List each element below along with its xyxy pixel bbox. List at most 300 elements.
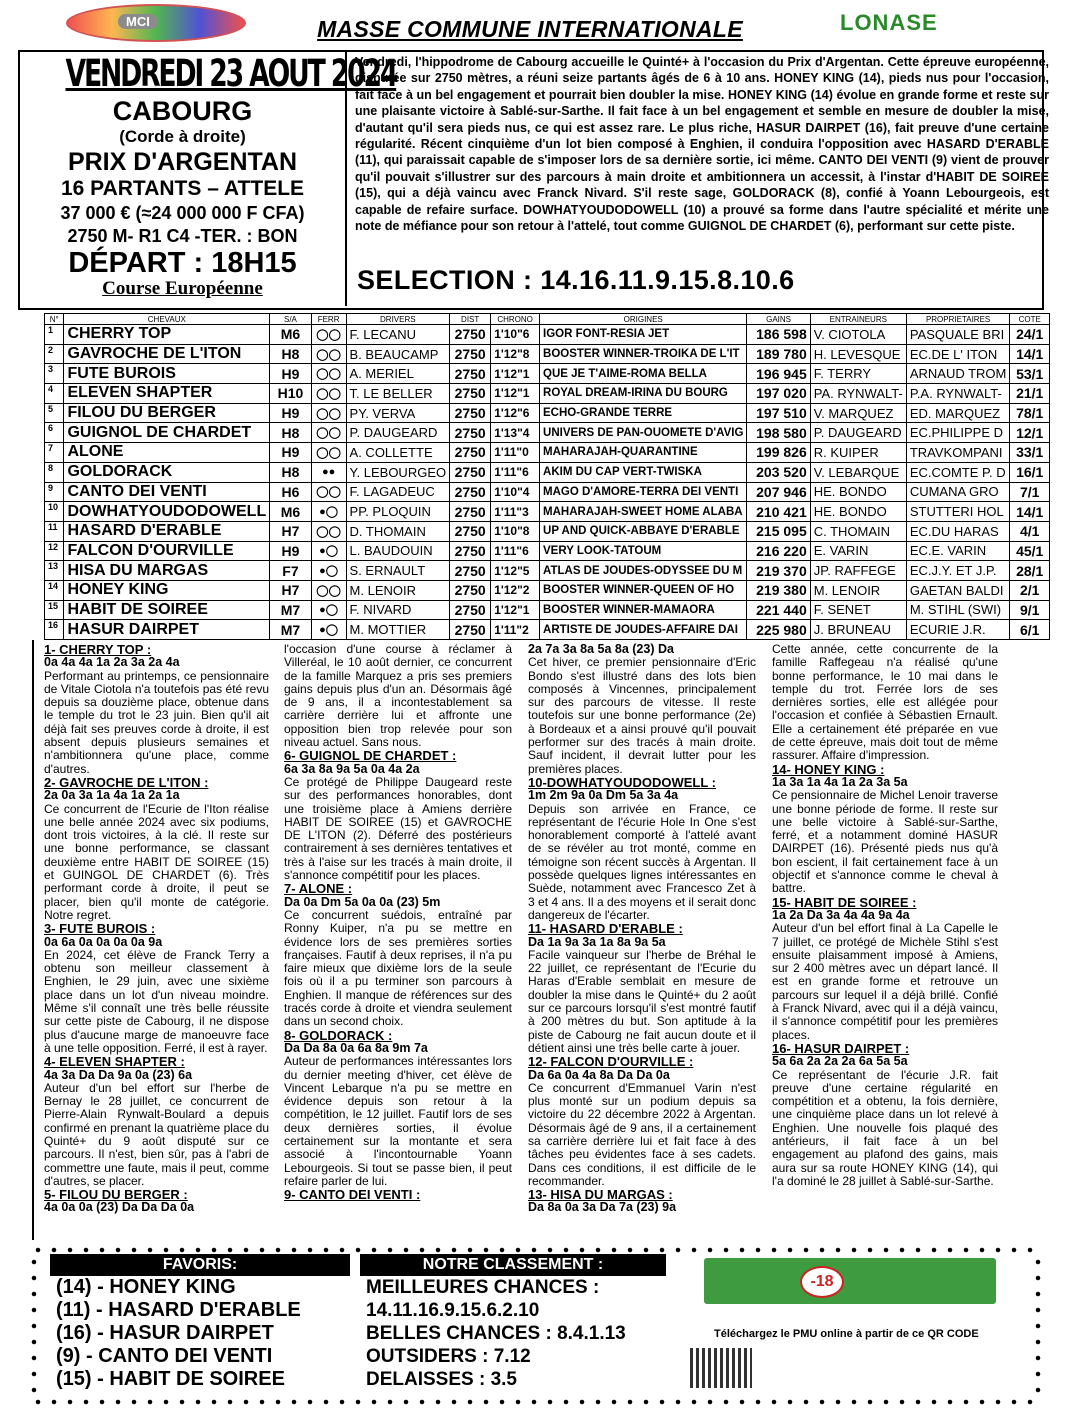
cell-sex-age: H6 — [270, 482, 311, 502]
cell-distance: 2750 — [450, 521, 491, 541]
cell-sex-age: H9 — [270, 364, 311, 384]
horse-form: 1m 2m 9a 0a Dm 5a 3a 4a — [528, 788, 679, 803]
cell-distance: 2750 — [450, 580, 491, 600]
cell-horse: ELEVEN SHAPTER — [64, 384, 270, 404]
cell-horse: CANTO DEI VENTI — [64, 482, 270, 502]
cell-driver: F. NIVARD — [346, 600, 450, 620]
cell-distance: 2750 — [450, 482, 491, 502]
left-rule — [32, 640, 34, 1240]
cell-owner: EC.E. VARIN — [906, 541, 1010, 561]
table-row — [45, 325, 1050, 345]
cell-trainer: HE. BONDO — [810, 502, 906, 522]
horse-comment: Auteur d'un bel effort final à La Capelle le 7 juillet, ce protégé de Michèle Stihl s'est ensuite plaisamment imposé à Amiens, sur 2 400 mètres avec un départ lancé. Il est en grande forme et retrouve un parcours sur lequel il a déjà brillé. Confié à Franck Nivard, avec qui il a déjà vaincu, il s'annonce compétitif pour les premières places. — [772, 921, 998, 1042]
cell-sex-age: M6 — [270, 502, 311, 522]
cell-origins: ARTISTE DE JOUDES-AFFAIRE DAI — [540, 620, 747, 640]
cell-earnings: 215 095 — [747, 521, 810, 541]
cell-owner: CUMANA GRO — [906, 482, 1010, 502]
horse-comment: Ce protégé de Philippe Daugeard reste sur des performances honorables, dont une troisième place à Amiens derrière HABIT DE SOIREE (15) et GAVROCHE DE L'ITON (2). Déferré des postérieurs contrairement à ses dernières tentatives et très à l'aise sur les tracés à main droite, il s'annonce compétitif pour les places. — [284, 774, 512, 883]
cell-earnings: 210 421 — [747, 502, 810, 522]
qr-code-icon[interactable] — [690, 1348, 752, 1388]
intro-text: Vendredi, l'hippodrome de Cabourg accueille le Quinté+ à l'occasion du Prix d'Argentan. Cette épreuve européenne, disputée sur 2750 mètres, a réuni seize partants âgés de 6 à 10 ans. HONEY KING (14), pieds nus pour l'occasion, fait face à un bel engagement et pourrait bien doubler la mise. HONEY KING (14) évolue en grande forme et reste sur une plaisante victoire à Sablé-sur-Sarthe. Il fait face à un bel engagement et semble en mesure de doubler la mise, d'autant qu'il sera pieds nus, ce qui est assez rare. Le plus riche, HASUR DAIRPET (16), fait preuve d'une certaine régularité. Récent cinquième d'un lot bien composé à Enghien, il conduira l'opposition avec HASARD D'ERABLE (11), qui paraissait capable de s'imposer lors de sa dernière sortie, ici même. CANTO DEI VENTI (9) vient de prouver qu'il pouvait s'illustrer sur des parcours à main droite et ambitionnera un accessit, à l'instar d'HABIT DE SOIREE (15), qui a déjà vaincu avec Franck Nivard. S'il reste sage, GOLDORACK (8), confié à Yoann Lebourgeois, est capable de refaire surface. DOWHATYOUDODOWELL (10) a prouvé sa forme dans l'autre spécialité et mérite une note de méfiance pour son retour à l'attelé, tout comme GUIGNOL DE CHARDET (6), performant sur cette piste. — [355, 55, 1049, 234]
comment-column-1 — [44, 643, 269, 1215]
horse-heading: 15- HABIT DE SOIREE : — [772, 894, 917, 910]
cell-driver: P. DAUGEARD — [346, 423, 450, 443]
cell-number: 6 — [45, 423, 64, 443]
horse-comment: Performant au printemps, ce pensionnaire de Vitale Ciotola n'a toutefois pas été revu depuis sa douzième place, obtenue dans le temple du trot le 23 juin. Bien qu'il ait déjà fait ses preuves corde à droite, il est absent depuis plusieurs semaines et n'ambitionnera qu'une place, comme d'autres. — [44, 668, 269, 776]
cell-trainer: M. LENOIR — [810, 580, 906, 600]
header-origins: ORIGINES — [540, 314, 747, 325]
cell-earnings: 189 780 — [747, 344, 810, 364]
cell-origins: MAGO D'AMORE-TERRA DEI VENTI — [540, 482, 747, 502]
cell-distance: 2750 — [450, 561, 491, 581]
horse-heading: 7- ALONE : — [284, 881, 353, 897]
cell-horse: DOWHATYOUDODOWELL — [64, 502, 270, 522]
horse-heading: 16- HASUR DAIRPET : — [772, 1040, 910, 1056]
cell-owner: ED. MARQUEZ — [906, 403, 1010, 423]
race-venue: CABOURG — [112, 96, 253, 126]
horse-heading: 9- CANTO DEI VENTI : — [284, 1187, 421, 1203]
cell-trainer: R. KUIPER — [810, 443, 906, 463]
cell-number: 3 — [45, 364, 64, 384]
cell-shoeing: ●◯ — [311, 502, 346, 522]
cell-chrono: 1'12"1 — [491, 600, 540, 620]
horse-comment: Facile vainqueur sur l'herbe de Bréhal le 22 juillet, ce représentant de l'Ecurie du Haras d'Erable semblait en mesure de doubler la mise dans le Quinté+ du 2 août sur ce parcours lorsqu'il s'est montré fautif à 200 mètres du but. Son aptitude à la piste de Cabourg ne fait aucun doute et il détient ainsi une très belle carte à jouer. — [528, 947, 756, 1055]
horse-form: 0a 4a 4a 1a 2a 3a 2a 4a — [44, 655, 180, 670]
cell-number: 15 — [45, 600, 64, 620]
header-driver: DRIVERS — [346, 314, 450, 325]
horse-heading: 1- CHERRY TOP : — [44, 642, 152, 657]
horse-form: 1a 3a 1a 4a 1a 2a 3a 5a — [772, 774, 908, 789]
meilleures-values: 14.11.16.9.15.6.2.10 — [366, 1300, 540, 1321]
table-row — [45, 561, 1050, 581]
cell-sex-age: H9 — [270, 443, 311, 463]
horse-form: 4a 0a 0a (23) Da Da Da 0a — [44, 1200, 195, 1215]
cell-number: 10 — [45, 502, 64, 522]
table-row — [45, 384, 1050, 404]
cell-shoeing: ◯◯ — [311, 364, 346, 384]
horse-heading: 8- GOLDORACK : — [284, 1027, 393, 1043]
cell-earnings: 197 510 — [747, 403, 810, 423]
race-prize: 37 000 € (≈24 000 000 F CFA) — [60, 203, 305, 223]
cell-earnings: 207 946 — [747, 482, 810, 502]
horse-form: 5a 6a 2a 2a 2a 6a 5a 5a — [772, 1054, 908, 1069]
cell-owner: P.A. RYNWALT- — [906, 384, 1010, 404]
cell-owner: M. STIHL (SWI) — [906, 600, 1010, 620]
cell-sex-age: H9 — [270, 403, 311, 423]
cell-shoeing: ◯◯ — [311, 344, 346, 364]
horse-form: Da Da 8a 0a 6a 8a 9m 7a — [284, 1040, 428, 1055]
cell-driver: B. BEAUCAMP — [346, 344, 450, 364]
cell-driver: F. LECANU — [346, 325, 450, 345]
cell-sex-age: F7 — [270, 561, 311, 581]
cell-horse: HISA DU MARGAS — [64, 561, 270, 581]
cell-owner: ECURIE J.R. — [906, 620, 1010, 640]
cell-shoeing: ●● — [311, 462, 346, 482]
cell-odds: 14/1 — [1010, 502, 1050, 522]
cell-horse: GOLDORACK — [64, 462, 270, 482]
cell-sex-age: H8 — [270, 344, 311, 364]
favori-item: (14) - HONEY KING — [56, 1276, 236, 1298]
cell-trainer: H. LEVESQUE — [810, 344, 906, 364]
cell-horse: GUIGNOL DE CHARDET — [64, 423, 270, 443]
cell-shoeing: ●◯ — [311, 600, 346, 620]
cell-trainer: P. DAUGEARD — [810, 423, 906, 443]
horse-comment: Cette année, cette concurrente de la famille Raffegeau n'a réalisé qu'une bonne performance, le 10 mai dans le temple du trot. Ferrée lors de ses dernières sorties, elle est allégée pour l'occasion et confiée à Sébastien Ernault. Elle a certainement été préparée en vue de cette épreuve, mais doit tout de même rassurer. Affaire d'impression. — [772, 642, 998, 763]
cell-distance: 2750 — [450, 620, 491, 640]
cell-sex-age: H8 — [270, 423, 311, 443]
cell-earnings: 203 520 — [747, 462, 810, 482]
classement-title: NOTRE CLASSEMENT : — [360, 1254, 666, 1276]
dotted-border-bottom — [30, 1398, 1042, 1406]
cell-owner: GAETAN BALDI — [906, 580, 1010, 600]
cell-owner: EC.DU HARAS — [906, 521, 1010, 541]
cell-sex-age: M6 — [270, 325, 311, 345]
cell-owner: EC.COMTE P. D — [906, 462, 1010, 482]
cell-shoeing: ◯◯ — [311, 580, 346, 600]
cell-chrono: 1'11"6 — [491, 541, 540, 561]
cell-driver: Y. LEBOURGEO — [346, 462, 450, 482]
cell-horse: HASUR DAIRPET — [64, 620, 270, 640]
cell-horse: HABIT DE SOIREE — [64, 600, 270, 620]
cell-earnings: 199 826 — [747, 443, 810, 463]
race-distance: 2750 M- R1 C4 -TER. : BON — [67, 226, 298, 246]
cell-odds: 45/1 — [1010, 541, 1050, 561]
cell-distance: 2750 — [450, 423, 491, 443]
table-header — [45, 314, 1050, 325]
cell-chrono: 1'10"8 — [491, 521, 540, 541]
table-row — [45, 482, 1050, 502]
cell-driver: A. COLLETTE — [346, 443, 450, 463]
cell-number: 14 — [45, 580, 64, 600]
comment-column-4 — [772, 643, 998, 1188]
cell-sex-age: M7 — [270, 600, 311, 620]
cell-number: 9 — [45, 482, 64, 502]
cell-distance: 2750 — [450, 364, 491, 384]
race-corde: (Corde à droite) — [119, 127, 246, 146]
header-odds: COTE — [1010, 314, 1050, 325]
cell-owner: EC.J.Y. ET J.P. — [906, 561, 1010, 581]
race-info — [20, 50, 397, 306]
lonase-logo: LONASE — [840, 10, 938, 35]
cell-chrono: 1'10"4 — [491, 482, 540, 502]
cell-earnings: 219 380 — [747, 580, 810, 600]
race-date: VENDREDI 23 AOUT 2024 — [65, 52, 397, 95]
cell-trainer: PA. RYNWALT- — [810, 384, 906, 404]
cell-odds: 12/1 — [1010, 423, 1050, 443]
cell-origins: UP AND QUICK-ABBAYE D'ERABLE — [540, 521, 747, 541]
belles-chances: BELLES CHANCES : 8.4.1.13 — [366, 1323, 626, 1344]
horse-heading: 12- FALCON D'OURVILLE : — [528, 1054, 694, 1070]
cell-earnings: 186 598 — [747, 325, 810, 345]
header-horse: CHEVAUX — [64, 314, 270, 325]
cell-number: 1 — [45, 325, 64, 345]
horse-heading: 11- HASARD D'ERABLE : — [528, 921, 683, 937]
cell-trainer: C. THOMAIN — [810, 521, 906, 541]
cell-sex-age: H8 — [270, 462, 311, 482]
cell-distance: 2750 — [450, 462, 491, 482]
table-row — [45, 521, 1050, 541]
page-title: MASSE COMMUNE INTERNATIONALE — [317, 16, 743, 42]
cell-trainer: J. BRUNEAU — [810, 620, 906, 640]
cell-distance: 2750 — [450, 443, 491, 463]
comment-column-3 — [528, 643, 756, 1215]
cell-earnings: 198 580 — [747, 423, 810, 443]
cell-driver: S. ERNAULT — [346, 561, 450, 581]
cell-shoeing: ◯◯ — [311, 443, 346, 463]
cell-horse: FILOU DU BERGER — [64, 403, 270, 423]
cell-distance: 2750 — [450, 325, 491, 345]
cell-origins: BOOSTER WINNER-TROIKA DE L'IT — [540, 344, 747, 364]
horse-form: Da 1a 9a 3a 1a 8a 9a 5a — [528, 934, 666, 949]
favoris-title: FAVORIS: — [50, 1254, 350, 1276]
horse-form: 0a 6a 0a 0a 0a 0a 9a — [44, 934, 163, 949]
cell-origins: ROYAL DREAM-IRINA DU BOURG — [540, 384, 747, 404]
table-row — [45, 364, 1050, 384]
cell-chrono: 1'12"6 — [491, 403, 540, 423]
cell-origins: IGOR FONT-RESIA JET — [540, 325, 747, 345]
horse-comment: Ce pensionnaire de Michel Lenoir traverse une bonne période de forme. Il reste sur une belle victoire à Sablé-sur-Sarthe, ferré, et a notamment dominé HASUR DAIRPET (16). Présenté pieds nus qu'à bon escient, il fait certainement face à un objectif et s'annonce comme le cheval à battre. — [772, 788, 998, 896]
cell-shoeing: ●◯ — [311, 561, 346, 581]
cell-origins: BOOSTER WINNER-QUEEN OF HO — [540, 580, 747, 600]
cell-driver: PY. VERVA — [346, 403, 450, 423]
cell-sex-age: H7 — [270, 521, 311, 541]
cell-trainer: V. CIOTOLA — [810, 325, 906, 345]
cell-origins: VERY LOOK-TATOUM — [540, 541, 747, 561]
horse-heading: 2- GAVROCHE DE L'ITON : — [44, 774, 209, 790]
table-row — [45, 462, 1050, 482]
horse-comment: Depuis son arrivée en France, ce représentant de l'écurie Hole In One s'est honorablement comporté à l'attelé avant de se révéler au trot monté, comme en témoigne son récent succès à Argentan. Il possède quelques lignes intéressantes en Suède, notamment avec Francesco Zet à 3 et 4 ans. Il a des moyens et il serait donc dangereux de l'écarter. — [528, 801, 756, 922]
cell-distance: 2750 — [450, 600, 491, 620]
cell-odds: 53/1 — [1010, 364, 1050, 384]
cell-sex-age: H9 — [270, 541, 311, 561]
cell-chrono: 1'13"4 — [491, 423, 540, 443]
cell-horse: HASARD D'ERABLE — [64, 521, 270, 541]
cell-distance: 2750 — [450, 541, 491, 561]
table-row — [45, 344, 1050, 364]
meilleures-label: MEILLEURES CHANCES : — [366, 1277, 600, 1298]
table-row — [45, 403, 1050, 423]
cell-number: 11 — [45, 521, 64, 541]
header-number: N° — [45, 314, 64, 325]
age-18-badge: -18 — [800, 1266, 844, 1298]
cell-shoeing: ◯◯ — [311, 482, 346, 502]
favori-item: (9) - CANTO DEI VENTI — [56, 1345, 273, 1367]
cell-driver: T. LE BELLER — [346, 384, 450, 404]
cell-earnings: 196 945 — [747, 364, 810, 384]
cell-sex-age: M7 — [270, 620, 311, 640]
cell-owner: ARNAUD TROM — [906, 364, 1010, 384]
race-type: Course Européenne — [102, 278, 263, 299]
qr-caption: Téléchargez le PMU online à partir de ce QR CODE — [714, 1328, 979, 1340]
horse-comment: Cet hiver, ce premier pensionnaire d'Eric Bondo s'est illustré dans des lots bien composés à Vincennes, principalement sur des parcours de vitesse. Il reste toutefois sur une bonne performance (2e) à Bordeaux et a ainsi prouvé qu'il pouvait performer sur des tracés à main droite. Sauf incident, il devrait lutter pour les premières places. — [528, 655, 756, 776]
cell-horse: GAVROCHE DE L'ITON — [64, 344, 270, 364]
header-earnings: GAINS — [747, 314, 810, 325]
horse-comment: Auteur d'un bel effort sur l'herbe de Bernay le 28 juillet, ce concurrent de Pierre-Alain Rynwalt-Boulard a depuis confirmé en prenant la quatrième place du Quinté+ du 9 août disputé sur ce parcours. Il n'est, bien sûr, pas à l'abri de commettre une faute, mais il peut, comme d'autres, se placer. — [44, 1080, 269, 1188]
cell-origins: MAHARAJAH-SWEET HOME ALABA — [540, 502, 747, 522]
cell-owner: EC.DE L' ITON — [906, 344, 1010, 364]
header-owner: PROPRIETAIRES — [906, 314, 1010, 325]
cell-owner: STUTTERI HOL — [906, 502, 1010, 522]
horse-heading: 13- HISA DU MARGAS : — [528, 1187, 673, 1203]
mci-logo: MCI — [66, 4, 246, 42]
cell-chrono: 1'12"1 — [491, 364, 540, 384]
comment-column-2 — [284, 643, 512, 1201]
cell-origins: QUE JE T'AIME-ROMA BELLA — [540, 364, 747, 384]
cell-origins: ATLAS DE JOUDES-ODYSSEE DU M — [540, 561, 747, 581]
horse-heading: 5- FILOU DU BERGER : — [44, 1187, 188, 1203]
cell-earnings: 221 440 — [747, 600, 810, 620]
cell-odds: 7/1 — [1010, 482, 1050, 502]
race-partants: 16 PARTANTS – ATTELE — [60, 177, 305, 200]
cell-chrono: 1'12"1 — [491, 384, 540, 404]
cell-odds: 21/1 — [1010, 384, 1050, 404]
outsiders: OUTSIDERS : 7.12 — [366, 1346, 531, 1367]
horse-heading: 3- FUTE BUROIS : — [44, 921, 156, 937]
favori-item: (15) - HABIT DE SOIREE — [56, 1368, 285, 1390]
horse-heading: 4- ELEVEN SHAPTER : — [44, 1054, 185, 1070]
cell-shoeing: ◯◯ — [311, 423, 346, 443]
horse-comment: Ce concurrent suédois, entraîné par Ronny Kuiper, n'a pu se mettre en évidence lors de ses premières sorties françaises. Fautif à deux reprises, il n'a pu faire mieux que dixième lors de la seule fois où il a pu terminer son parcours à Enghien. Il manque de références sur des tracés corde à droite et viendra seulement dans un second choix. — [284, 907, 512, 1029]
horse-form: Da 8a 0a 3a Da 7a (23) 9a — [528, 1200, 677, 1215]
responsible-gaming-banner — [704, 1258, 996, 1304]
cell-horse: FUTE BUROIS — [64, 364, 270, 384]
cell-sex-age: H7 — [270, 580, 311, 600]
table-row — [45, 620, 1050, 640]
header-sex-age: S/A — [270, 314, 311, 325]
race-depart: DÉPART : 18H15 — [68, 247, 297, 279]
cell-number: 5 — [45, 403, 64, 423]
favori-item: (11) - HASARD D'ERABLE — [56, 1299, 301, 1321]
cell-distance: 2750 — [450, 384, 491, 404]
horse-form: 2a 7a 3a 8a 5a 8a (23) Da — [528, 642, 674, 656]
header-trainer: ENTRAINEURS — [810, 314, 906, 325]
cell-shoeing: ◯◯ — [311, 325, 346, 345]
delaisses: DELAISSES : 3.5 — [366, 1369, 517, 1390]
table-body — [45, 325, 1050, 640]
cell-earnings: 197 020 — [747, 384, 810, 404]
horse-form: 4a 3a Da Da 9a 0a (23) 6a — [44, 1067, 193, 1082]
horse-form: 1a 2a Da 3a 4a 4a 9a 4a — [772, 907, 910, 922]
cell-odds: 28/1 — [1010, 561, 1050, 581]
cell-number: 12 — [45, 541, 64, 561]
table-row — [45, 443, 1050, 463]
cell-owner: EC.PHILIPPE D — [906, 423, 1010, 443]
table-row — [45, 541, 1050, 561]
dotted-border-right — [1034, 1254, 1042, 1400]
favori-item: (16) - HASUR DAIRPET — [56, 1322, 274, 1344]
cell-sex-age: H10 — [270, 384, 311, 404]
classement-list — [366, 1276, 626, 1391]
cell-chrono: 1'12"2 — [491, 580, 540, 600]
cell-horse: CHERRY TOP — [64, 325, 270, 345]
cell-earnings: 219 370 — [747, 561, 810, 581]
cell-trainer: V. MARQUEZ — [810, 403, 906, 423]
header-chrono: CHRONO — [491, 314, 540, 325]
runners-table — [44, 313, 1050, 640]
header-shoeing: FERR — [311, 314, 346, 325]
cell-odds: 14/1 — [1010, 344, 1050, 364]
cell-earnings: 225 980 — [747, 620, 810, 640]
cell-number: 4 — [45, 384, 64, 404]
cell-odds: 4/1 — [1010, 521, 1050, 541]
cell-origins: UNIVERS DE PAN-OUOMETE D'AVIG — [540, 423, 747, 443]
horse-form: Da 0a Dm 5a 0a 0a (23) 5m — [284, 894, 441, 909]
cell-shoeing: ●◯ — [311, 620, 346, 640]
horse-comment: Auteur de performances intéressantes lors du dernier meeting d'hiver, cet élève de Vincent Lebarque n'a pu se mettre en évidence depuis son retour à la compétition, le 12 juillet. Fautif lors de ses deux dernières sorties, il évolue certainement sur la montante et sera associé à l'incontournable Yoann Lebourgeois. Si tout se passe bien, il peut refaire parler de lui. — [284, 1054, 512, 1188]
cell-odds: 2/1 — [1010, 580, 1050, 600]
cell-driver: M. MOTTIER — [346, 620, 450, 640]
cell-shoeing: ◯◯ — [311, 521, 346, 541]
cell-distance: 2750 — [450, 403, 491, 423]
cell-driver: A. MERIEL — [346, 364, 450, 384]
dotted-border-top — [30, 1246, 1042, 1254]
cell-odds: 16/1 — [1010, 462, 1050, 482]
cell-chrono: 1'12"8 — [491, 344, 540, 364]
cell-number: 13 — [45, 561, 64, 581]
horse-form: Da 6a 0a 4a 8a Da Da 0a — [528, 1067, 670, 1082]
cell-number: 16 — [45, 620, 64, 640]
cell-odds: 24/1 — [1010, 325, 1050, 345]
cell-chrono: 1'11"0 — [491, 443, 540, 463]
cell-shoeing: ◯◯ — [311, 403, 346, 423]
cell-chrono: 1'11"2 — [491, 620, 540, 640]
cell-driver: M. LENOIR — [346, 580, 450, 600]
cell-odds: 9/1 — [1010, 600, 1050, 620]
cell-chrono: 1'10"6 — [491, 325, 540, 345]
cell-shoeing: ◯◯ — [311, 384, 346, 404]
horse-comment: Ce concurrent d'Emmanuel Varin n'est plus monté sur un podium depuis sa victoire du 22 décembre 2022 à Argentan. Désormais âgé de 9 ans, il a certainement sa carrière derrière lui et fait face à des tâches peu évidentes face à ses cadets. Dans ces conditions, il est difficile de le recommander. — [528, 1080, 756, 1188]
horse-comment: Ce concurrent de l'Ecurie de l'Iton réalise une belle année 2024 avec six podiums, dont trois victoires, à la clé. Il reste sur une bonne performance, se classant deuxième entre HABIT DE SOIREE (15) et GUINGOL DE CHARDET (6). Très performant corde à droite, il peut se placer, bien qu'il monte de catégorie. Notre regret. — [44, 801, 269, 922]
horse-comment: Ce représentant de l'écurie J.R. fait preuve d'une certaine régularité en compétition et a obtenu, la fois dernière, une cinquième place dans un lot relevé à Enghien. Une nouvelle fois plaqué des antérieurs, il fait face à un bel engagement au plafond des gains, mais aura sur sa route HONEY KING (14), qui l'a dominé le 28 juillet à Sablé-sur-Sarthe. — [772, 1067, 998, 1188]
cell-driver: PP. PLOQUIN — [346, 502, 450, 522]
cell-trainer: E. VARIN — [810, 541, 906, 561]
cell-horse: FALCON D'OURVILLE — [64, 541, 270, 561]
header-distance: DIST — [450, 314, 491, 325]
cell-origins: BOOSTER WINNER-MAMAORA — [540, 600, 747, 620]
cell-odds: 78/1 — [1010, 403, 1050, 423]
cell-trainer: V. LEBARQUE — [810, 462, 906, 482]
selection: SELECTION : 14.16.11.9.15.8.10.6 — [357, 265, 795, 295]
horse-heading: 6- GUIGNOL DE CHARDET : — [284, 748, 457, 764]
cell-horse: ALONE — [64, 443, 270, 463]
cell-origins: MAHARAJAH-QUARANTINE — [540, 443, 747, 463]
cell-distance: 2750 — [450, 502, 491, 522]
horse-comment: En 2024, cet élève de Franck Terry a obtenu son meilleur classement à Enghien, le 29 juin, avec une sixième place dans un lot d'un niveau moindre. Même s'il connaît une très belle réussite sur cette piste de Cabourg, il ne dispose plus d'aucune marge de manoeuvre face à une telle opposition. Ferré, il est à rayer. — [44, 947, 269, 1055]
cell-driver: L. BAUDOUIN — [346, 541, 450, 561]
cell-number: 2 — [45, 344, 64, 364]
cell-distance: 2750 — [450, 344, 491, 364]
cell-driver: F. LAGADEUC — [346, 482, 450, 502]
horse-form: 2a 0a 3a 1a 4a 1a 2a 1a — [44, 788, 180, 803]
cell-chrono: 1'11"3 — [491, 502, 540, 522]
race-prix: PRIX D'ARGENTAN — [67, 148, 298, 176]
cell-trainer: JP. RAFFEGE — [810, 561, 906, 581]
cell-trainer: F. TERRY — [810, 364, 906, 384]
cell-owner: PASQUALE BRI — [906, 325, 1010, 345]
dotted-border-left — [30, 1254, 38, 1400]
cell-odds: 6/1 — [1010, 620, 1050, 640]
cell-number: 8 — [45, 462, 64, 482]
horse-form: 6a 3a 8a 9a 5a 0a 4a 2a — [284, 761, 420, 776]
favoris-list — [56, 1276, 301, 1391]
cell-driver: D. THOMAIN — [346, 521, 450, 541]
cell-trainer: F. SENET — [810, 600, 906, 620]
table-row — [45, 423, 1050, 443]
horse-comment: l'occasion d'une course à réclamer à Villeréal, le 10 août dernier, ce concurrent de la famille Marquez a pris ses premiers gains depuis plus d'un an. Désormais âgé de 9 ans, il a incontestablement sa carrière derrière lui et affronte une opposition bien trop relevée pour son niveau actuel. Sans nous. — [284, 642, 512, 750]
cell-odds: 33/1 — [1010, 443, 1050, 463]
horse-heading: 10-DOWHATYOUDODOWELL : — [528, 774, 717, 790]
cell-origins: ECHO-GRANDE TERRE — [540, 403, 747, 423]
